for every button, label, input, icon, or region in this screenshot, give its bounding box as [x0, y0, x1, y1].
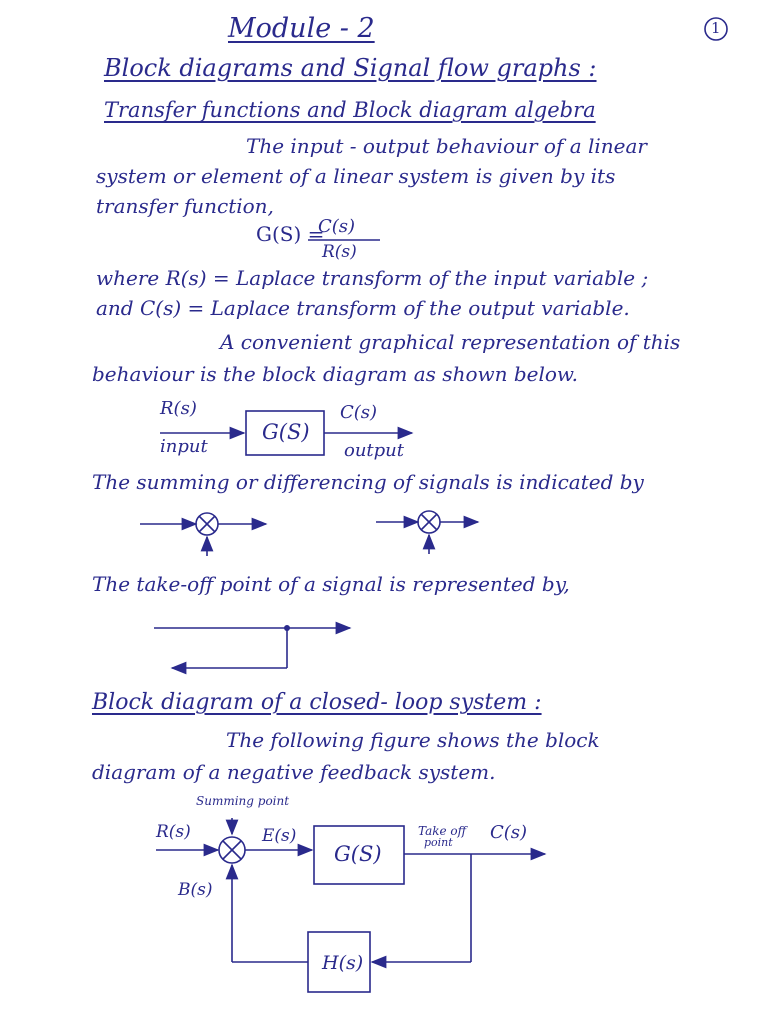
- module-title: Module - 2: [228, 13, 375, 44]
- convenient-line-2: behaviour is the block diagram as shown below.: [92, 362, 579, 386]
- simple-input-symbol: R(s): [160, 398, 197, 419]
- closed-loop-line-1: The following figure shows the block: [226, 728, 600, 752]
- summing-point-label: Summing point: [196, 794, 290, 808]
- equation-lhs: G(S) =: [256, 222, 325, 246]
- equation-numerator: C(s): [318, 216, 356, 237]
- feedback-block-label: H(s): [322, 952, 364, 974]
- subheading: Transfer functions and Block diagram algebra: [104, 98, 596, 122]
- summing-text: The summing or differencing of signals is indicated by: [92, 470, 644, 494]
- convenient-line-1: A convenient graphical representation of this: [220, 330, 681, 354]
- simple-input-label: input: [160, 436, 208, 457]
- equation-denominator: R(s): [322, 242, 357, 262]
- feedback-input-label: R(s): [156, 822, 191, 842]
- closed-loop-heading: Block diagram of a closed- loop system :: [92, 690, 542, 715]
- intro-line-1: The input - output behaviour of a linear: [246, 134, 647, 158]
- feedback-output-label: C(s): [490, 822, 528, 843]
- error-label: E(s): [262, 826, 297, 846]
- intro-line-3: transfer function,: [96, 194, 274, 218]
- closed-loop-line-2: diagram of a negative feedback system.: [92, 760, 496, 784]
- simple-output-symbol: C(s): [340, 402, 378, 423]
- takeoff-text: The take-off point of a signal is represented by,: [92, 572, 570, 596]
- takeoff-label-2: point: [424, 836, 453, 849]
- where-line-2: and C(s) = Laplace transform of the output variable.: [96, 296, 630, 320]
- summing-junction-subtractor: [376, 511, 478, 554]
- summing-junction-adder: [140, 513, 266, 556]
- where-line-1: where R(s) = Laplace transform of the input variable ;: [96, 266, 649, 290]
- forward-block-label: G(S): [334, 842, 382, 866]
- intro-line-2: system or element of a linear system is given by its: [96, 164, 616, 188]
- simple-output-label: output: [344, 440, 405, 461]
- feedback-signal-label: B(s): [178, 880, 213, 900]
- page-number: 1: [711, 19, 721, 37]
- takeoff-label-1: Take off: [418, 824, 467, 838]
- simple-block-label: G(S): [262, 420, 310, 444]
- section-heading: Block diagrams and Signal flow graphs :: [104, 54, 597, 82]
- takeoff-point-diagram: [154, 625, 350, 668]
